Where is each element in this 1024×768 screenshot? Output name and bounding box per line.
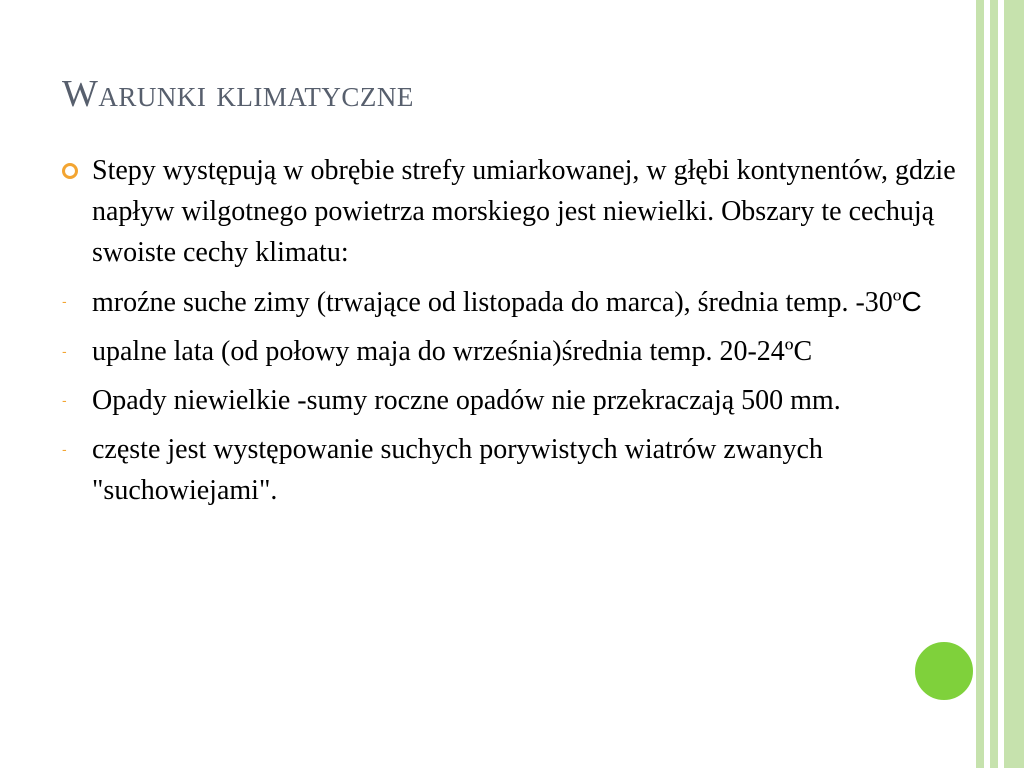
- decorative-stripe: [1004, 0, 1024, 768]
- point-text: Opady niewielkie -sumy roczne opadów nie przekraczają 500 mm.: [92, 385, 841, 416]
- circle-bullet-icon: [62, 163, 78, 179]
- intro-text: Stepy występują w obrębie strefy umiarkowanej, w głębi kontynentów, gdzie napływ wilgotnego powietrza morskiego jest niewielki. Obszary te cechują swoiste cechy klimatu:: [92, 155, 956, 268]
- dash-bullet: -: [62, 343, 67, 359]
- point-text: upalne lata (od połowy maja do września)średnia temp. 20-24ºC: [92, 336, 813, 367]
- list-item: [62, 281, 962, 323]
- decorative-circle: [913, 640, 975, 702]
- list-item: [62, 429, 962, 511]
- slide-title: Warunki klimatyczne: [62, 73, 414, 115]
- dash-bullet: -: [62, 392, 67, 408]
- decorative-stripe: [990, 0, 998, 768]
- point-text: mroźne suche zimy (trwające od listopada do marca), średnia temp. -30º: [92, 287, 902, 318]
- point-text-suffix: C: [901, 286, 922, 317]
- decorative-stripe: [976, 0, 984, 768]
- point-text: częste jest występowanie suchych porywistych wiatrów zwanych "suchowiejami".: [92, 434, 823, 506]
- list-item: [62, 331, 962, 372]
- dash-bullet: -: [62, 441, 67, 457]
- bullet-list: [62, 150, 962, 519]
- list-item: [62, 380, 962, 421]
- dash-bullet: -: [62, 293, 67, 309]
- list-item-intro: [62, 150, 962, 273]
